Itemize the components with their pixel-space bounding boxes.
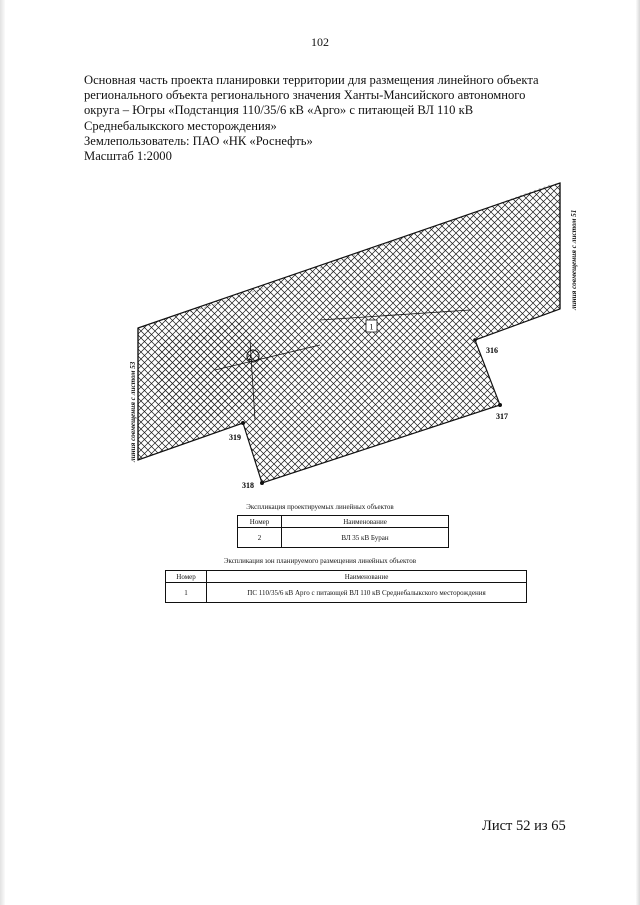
vertex-316-label: 316: [486, 346, 498, 355]
document-header: [84, 73, 564, 164]
land-user-line: Землепользователь: ПАО «НК «Роснефть»: [84, 133, 313, 148]
zone-marker-label: 1: [369, 322, 374, 332]
table-header-row: [238, 516, 449, 528]
table1-caption: Экспликация проектируемых линейных объектов: [246, 503, 394, 511]
vertex-319: [241, 421, 245, 425]
projected-objects-table: [237, 515, 449, 548]
table2-caption: Экспликация зон планируемого размещения линейных объектов: [223, 557, 417, 565]
vertex-318-label: 318: [242, 481, 254, 490]
cell-name: ВЛ 35 кВ Буран: [282, 528, 449, 548]
col-name-header: Наименование: [282, 516, 449, 528]
vertex-318: [260, 481, 264, 485]
table-header-row: [166, 571, 527, 583]
header-line: регионального объекта регионального значения Ханты-Мансийского автономного: [84, 88, 526, 103]
cell-name: ПС 110/35/6 кВ Арго с питающей ВЛ 110 кВ Среднебалыкского месторождения: [207, 583, 527, 603]
vertex-317: [498, 403, 502, 407]
header-line: Основная часть проекта планировки территории для размещения линейного объекта: [84, 73, 539, 87]
cell-number: 1: [166, 583, 207, 603]
left-match-label: линия совмещения с листом 53: [129, 361, 137, 462]
table-row: [238, 528, 449, 548]
page-number: 102: [311, 35, 329, 49]
scale-line: Масштаб 1:2000: [84, 149, 172, 164]
vertex-319-label: 319: [229, 433, 241, 442]
site-plan-map: [120, 170, 580, 500]
header-line: округа – Югры «Подстанция 110/35/6 кВ «Арго» с питающей ВЛ 110 кВ: [84, 103, 474, 118]
scan-edge-left: [0, 0, 5, 905]
col-number-header: Номер: [166, 571, 207, 583]
col-number-header: Номер: [238, 516, 282, 528]
col-name-header: Наименование: [207, 571, 527, 583]
vertex-317-label: 317: [496, 412, 508, 421]
table-row: [166, 583, 527, 603]
zones-table: [165, 570, 527, 603]
cell-number: 2: [238, 528, 282, 548]
sheet-footer: Лист 52 из 65: [482, 818, 566, 834]
object-marker-label: 2: [248, 354, 252, 362]
header-line: Среднебалыкского месторождения»: [84, 118, 277, 133]
vertex-316: [473, 338, 477, 342]
right-match-label: линия совмещения с листом 51: [570, 209, 578, 310]
scan-edge-right: [636, 0, 640, 905]
